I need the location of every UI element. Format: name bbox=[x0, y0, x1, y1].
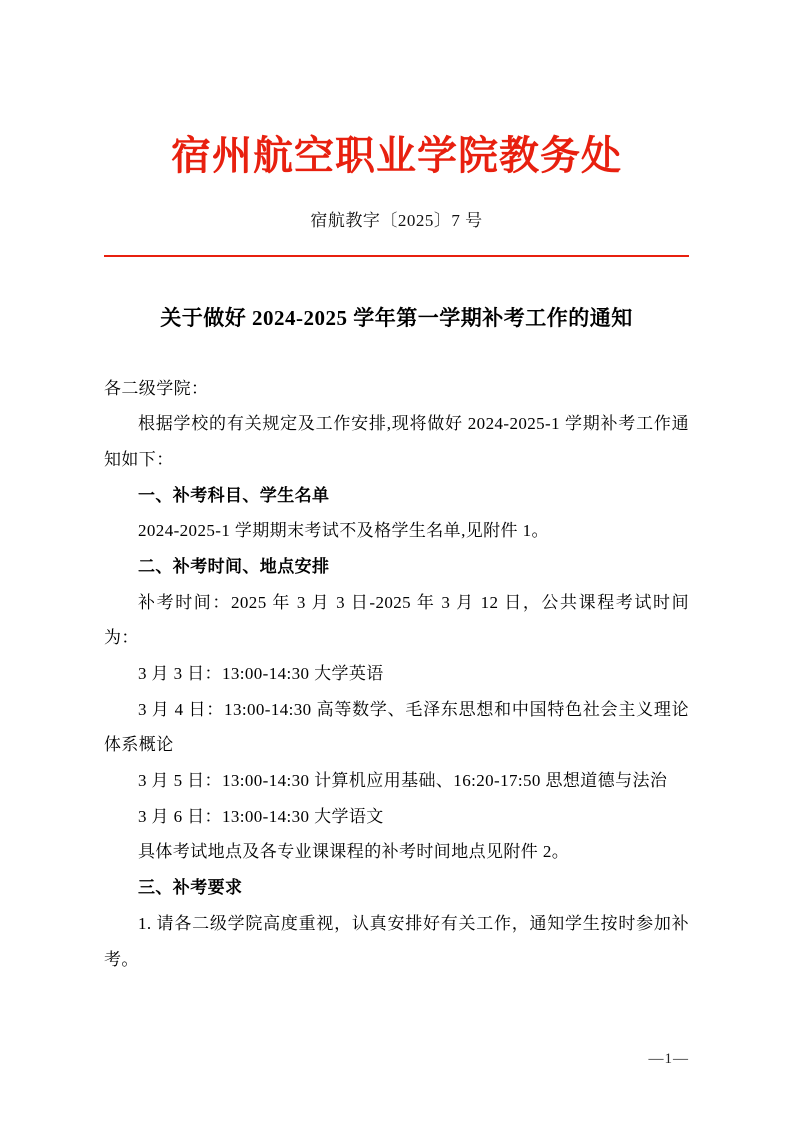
schedule-line-march-3: 3 月 3 日：13:00-14:30 大学英语 bbox=[138, 664, 384, 683]
heading-section-3: 三、补考要求 bbox=[138, 878, 243, 898]
paragraph-section-3-item-1: 1. 请各二级学院高度重视，认真安排好有关工作，通知学生按时参加补考。 bbox=[104, 913, 689, 969]
paragraph-intro: 根据学校的有关规定及工作安排,现将做好 2024-2025-1 学期补考工作通知如下： bbox=[104, 414, 689, 469]
paragraph-section-2-note: 具体考试地点及各专业课课程的补考时间地点见附件 2。 bbox=[138, 842, 570, 862]
schedule-line-march-6: 3 月 6 日：13:00-14:30 大学语文 bbox=[138, 806, 384, 826]
document-subject-title: 关于做好 2024-2025 学年第一学期补考工作的通知 bbox=[160, 306, 633, 330]
heading-section-2: 二、补考时间、地点安排 bbox=[138, 556, 330, 576]
document-number: 宿航教字〔2025〕7 号 bbox=[310, 211, 483, 230]
schedule-line-march-5: 3 月 5 日：13:00-14:30 计算机应用基础、16:20-17:50 思想道德与法治 bbox=[138, 771, 668, 791]
heading-section-1: 一、补考科目、学生名单 bbox=[138, 485, 330, 505]
paragraph-section-2-body: 补考时间：2025 年 3 月 3 日-2025 年 3 月 12 日，公共课程考试时间为： bbox=[104, 592, 689, 648]
document-header bbox=[104, 0, 689, 231]
schedule-line-march-4: 3 月 4 日：13:00-14:30 高等数学、毛泽东思想和中国特色社会主义理论体系概论 bbox=[104, 699, 689, 755]
issuing-organization-title: 宿州航空职业学院教务处 bbox=[171, 133, 622, 178]
paragraph-section-1-body: 2024-2025-1 学期期末考试不及格学生名单,见附件 1。 bbox=[138, 521, 549, 541]
document-body bbox=[104, 371, 689, 978]
page-number: —1— bbox=[648, 1051, 689, 1067]
red-divider-rule bbox=[104, 255, 689, 257]
paragraph-salutation: 各二级学院： bbox=[104, 378, 209, 398]
